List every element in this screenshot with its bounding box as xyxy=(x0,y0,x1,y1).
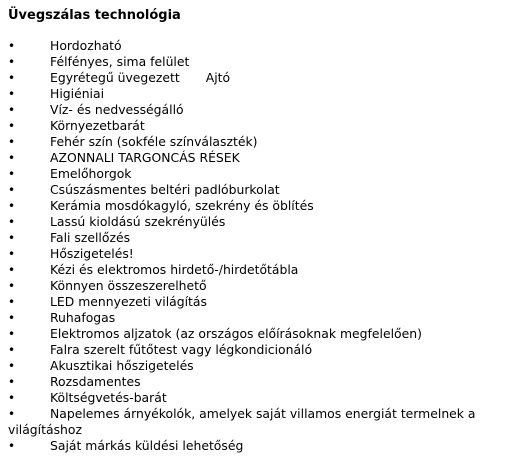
list-item xyxy=(0,326,512,342)
list-item xyxy=(0,246,512,262)
bullet-icon: • xyxy=(8,247,16,261)
list-item-text: Rozsdamentes xyxy=(50,374,141,389)
list-item-text: Költségvetés-barát xyxy=(50,390,167,405)
list-item xyxy=(0,374,512,390)
bullet-icon: • xyxy=(8,199,16,213)
bullet-icon: • xyxy=(8,263,16,277)
bullet-icon: • xyxy=(8,279,16,293)
list-item-text: Lassú kioldású szekrényülés xyxy=(50,214,226,229)
list-item-text: Elektromos aljzatok (az országos előírásoknak megfelelően) xyxy=(50,326,422,341)
list-item xyxy=(0,294,512,310)
list-item-text: Higiéniai xyxy=(50,86,105,101)
list-item xyxy=(0,358,512,374)
list-item-text: Hőszigetelés! xyxy=(50,246,134,261)
list-item-text: Falra szerelt fűtőtest vagy légkondicionáló xyxy=(50,342,313,357)
list-item xyxy=(0,230,512,246)
list-item-text: LED mennyezeti világítás xyxy=(50,294,207,309)
bullet-icon: • xyxy=(8,343,16,357)
list-item-text: Fehér szín (sokféle színválaszték) xyxy=(50,134,258,149)
list-item xyxy=(0,262,512,278)
list-item-text: Kézi és elektromos hirdető-/hirdetőtábla xyxy=(50,262,299,277)
list-item xyxy=(0,166,512,182)
bullet-icon: • xyxy=(8,71,16,85)
list-item xyxy=(0,118,512,134)
bullet-icon: • xyxy=(8,55,16,69)
bullet-icon: • xyxy=(8,439,16,453)
bullet-icon: • xyxy=(8,231,16,245)
bullet-icon: • xyxy=(8,375,16,389)
bullet-icon: • xyxy=(8,295,16,309)
bullet-icon: • xyxy=(8,183,16,197)
list-item-text: Napelemes árnyékolók, amelyek saját villamos energiát termelnek a xyxy=(50,406,476,421)
bullet-icon: • xyxy=(8,359,16,373)
bullet-icon: • xyxy=(8,391,16,405)
list-item-text: AZONNALI TARGONCÁS RÉSEK xyxy=(50,150,240,165)
bullet-icon: • xyxy=(8,407,16,421)
feature-list xyxy=(0,38,512,454)
list-item-text: Ruhafogas xyxy=(50,310,116,325)
bullet-icon: • xyxy=(8,87,16,101)
list-item xyxy=(0,390,512,406)
list-item xyxy=(0,70,512,86)
list-item-text: Emelőhorgok xyxy=(50,166,132,181)
list-item-text: Saját márkás küldési lehetőség xyxy=(50,438,244,453)
list-item xyxy=(0,278,512,294)
list-item xyxy=(0,406,512,438)
list-item xyxy=(0,214,512,230)
list-item-text: Környezetbarát xyxy=(50,118,145,133)
bullet-icon: • xyxy=(8,103,16,117)
list-item xyxy=(0,38,512,54)
list-item-text: Egyrétegű üvegezett xyxy=(50,70,180,85)
list-item xyxy=(0,182,512,198)
list-item-text: Hordozható xyxy=(50,38,122,53)
bullet-icon: • xyxy=(8,311,16,325)
list-item xyxy=(0,438,512,454)
list-item xyxy=(0,150,512,166)
bullet-icon: • xyxy=(8,327,16,341)
list-item-text: Fali szellőzés xyxy=(50,230,131,245)
bullet-icon: • xyxy=(8,151,16,165)
list-item xyxy=(0,342,512,358)
list-item-text: Csúszásmentes beltéri padlóburkolat xyxy=(50,182,280,197)
bullet-icon: • xyxy=(8,119,16,133)
list-item-text: Víz- és nedvességálló xyxy=(50,102,184,117)
document-title: Üvegszálas technológia xyxy=(8,8,181,23)
list-item-extra-text: Ajtó xyxy=(205,70,231,85)
list-item xyxy=(0,134,512,150)
bullet-icon: • xyxy=(8,167,16,181)
list-item xyxy=(0,54,512,70)
list-item xyxy=(0,102,512,118)
list-item-text: Kerámia mosdókagyló, szekrény és öblítés xyxy=(50,198,314,213)
list-item xyxy=(0,86,512,102)
bullet-icon: • xyxy=(8,135,16,149)
list-item-text: Akusztikai hőszigetelés xyxy=(50,358,194,373)
list-item xyxy=(0,198,512,214)
list-item-text: Könnyen összeszerelhető xyxy=(50,278,207,293)
bullet-icon: • xyxy=(8,215,16,229)
list-item xyxy=(0,310,512,326)
list-item-text: Félfényes, sima felület xyxy=(50,54,190,69)
list-item-continuation-text: világításhoz xyxy=(8,422,82,437)
bullet-icon: • xyxy=(8,39,16,53)
